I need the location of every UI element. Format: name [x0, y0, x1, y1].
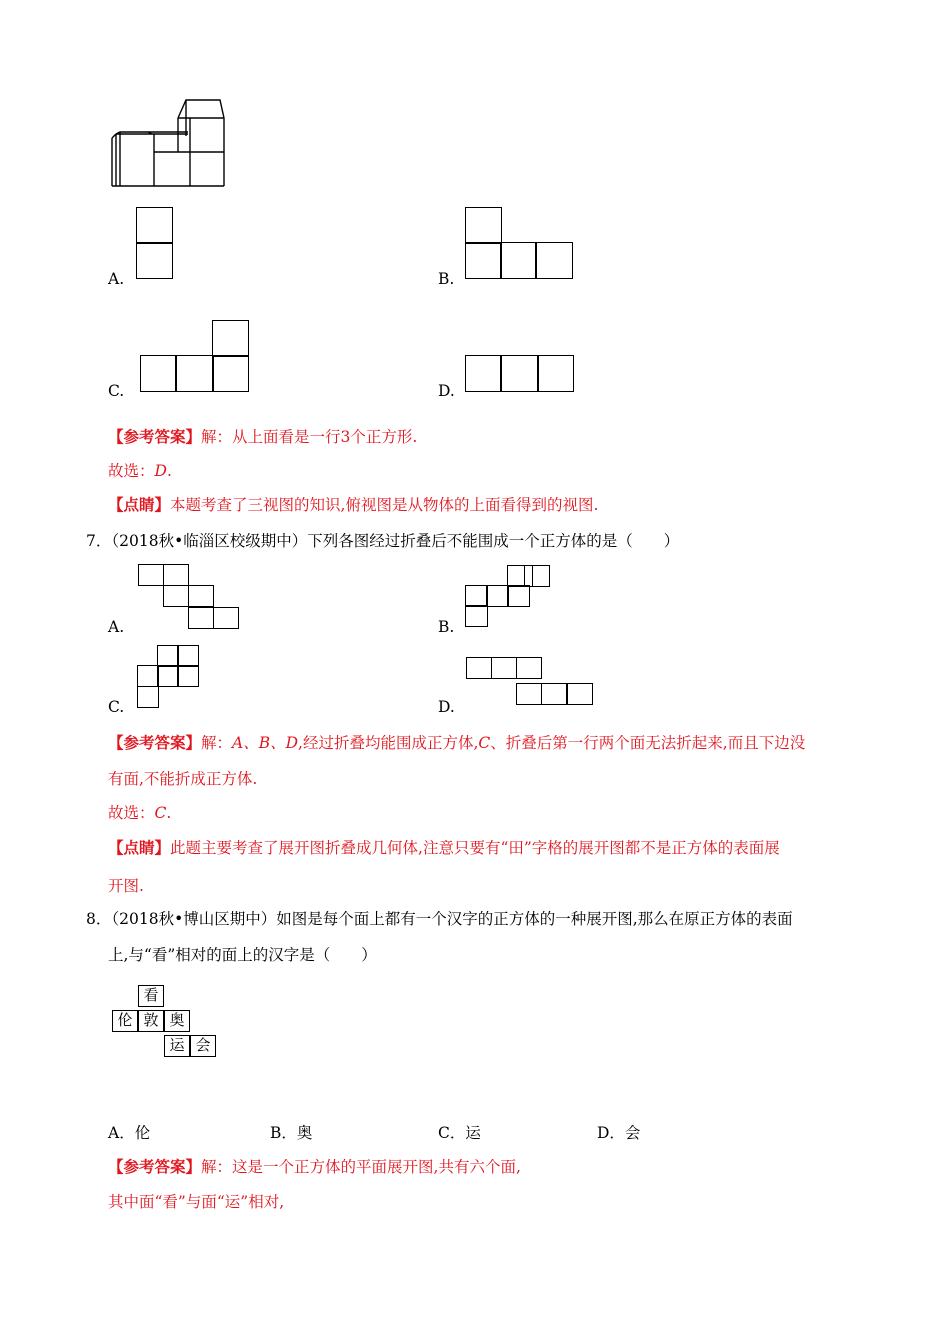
net-face-yun: 运 [164, 1035, 190, 1057]
q8-stem-line2: 上,与“看”相对的面上的汉字是（ ） [108, 946, 377, 964]
q7-answer-line1 [108, 732, 805, 754]
answer-letters: A、B、D [232, 734, 299, 752]
q6-comment [108, 494, 598, 516]
q7-answer-line2: 有面,不能折成正方体. [108, 770, 258, 788]
option-letter: B. [438, 618, 455, 636]
option-letter: C. [108, 382, 125, 400]
answer-tag: 【参考答案】 [108, 427, 202, 446]
q7-stem [86, 530, 679, 552]
net-face-kan: 看 [138, 985, 164, 1007]
option-letter: C. [108, 698, 125, 716]
choice-end: . [166, 804, 172, 822]
option-letter: D. [438, 698, 455, 716]
answer-text: 解： [201, 734, 233, 752]
answer-text: 解：从上面看是一行3个正方形. [201, 428, 418, 446]
answer-text: ,经过折叠均能围成正方体, [298, 734, 479, 752]
net-face-ao: 奥 [164, 1010, 190, 1032]
q6-choice [108, 460, 172, 482]
q8-option-b[interactable]: B．奥 [270, 1124, 313, 1142]
choice-prefix: 故选： [108, 462, 155, 480]
net-face-dun: 敦 [138, 1010, 164, 1032]
q8-stem-line1 [86, 908, 793, 930]
q7-choice [108, 802, 171, 824]
q7-comment-line2: 开图. [108, 877, 144, 895]
choice-value: D [154, 462, 167, 480]
q8-option-c[interactable]: C．运 [438, 1124, 481, 1142]
net-face-hui: 会 [190, 1035, 216, 1057]
answer-letter: C [478, 734, 491, 752]
q8-answer-line2: 其中面“看”与面“运”相对, [108, 1193, 285, 1211]
q8-option-a[interactable]: A．伦 [108, 1124, 151, 1142]
answer-tag: 【参考答案】 [108, 733, 202, 752]
answer-tag: 【参考答案】 [108, 1157, 202, 1176]
q8-option-d[interactable]: D．会 [597, 1124, 641, 1142]
choice-value: C [154, 804, 167, 822]
q6-answer [108, 426, 417, 448]
option-letter: A. [108, 618, 125, 636]
question-number: 8． [86, 910, 112, 928]
question-text: （2018秋•博山区期中）如图是每个面上都有一个汉字的正方体的一种展开图,那么在原正方体的表面 [111, 910, 793, 928]
option-letter: D. [438, 382, 455, 400]
question-text: （2018秋•临淄区校级期中）下列各图经过折叠后不能围成一个正方体的是（ ） [111, 532, 680, 550]
comment-text: 此题主要考查了展开图折叠成几何体,注意只要有“田”字格的展开图都不是正方体的表面展 [170, 839, 780, 857]
q8-answer-line1 [108, 1156, 521, 1178]
option-letter: A. [108, 270, 125, 288]
net-face-lun: 伦 [112, 1010, 138, 1032]
comment-text: 本题考查了三视图的知识,俯视图是从物体的上面看得到的视图. [170, 496, 599, 514]
answer-text: 、折叠后第一行两个面无法折起来,而且下边没 [490, 734, 806, 752]
q6-solid-figure [108, 98, 228, 190]
q7-comment-line1 [108, 837, 780, 859]
comment-tag: 【点睛】 [108, 495, 171, 514]
choice-end: . [166, 462, 172, 480]
answer-text: 解：这是一个正方体的平面展开图,共有六个面, [201, 1158, 521, 1176]
comment-tag: 【点睛】 [108, 838, 171, 857]
choice-prefix: 故选： [108, 804, 155, 822]
question-number: 7． [86, 532, 112, 550]
option-letter: B. [438, 270, 455, 288]
